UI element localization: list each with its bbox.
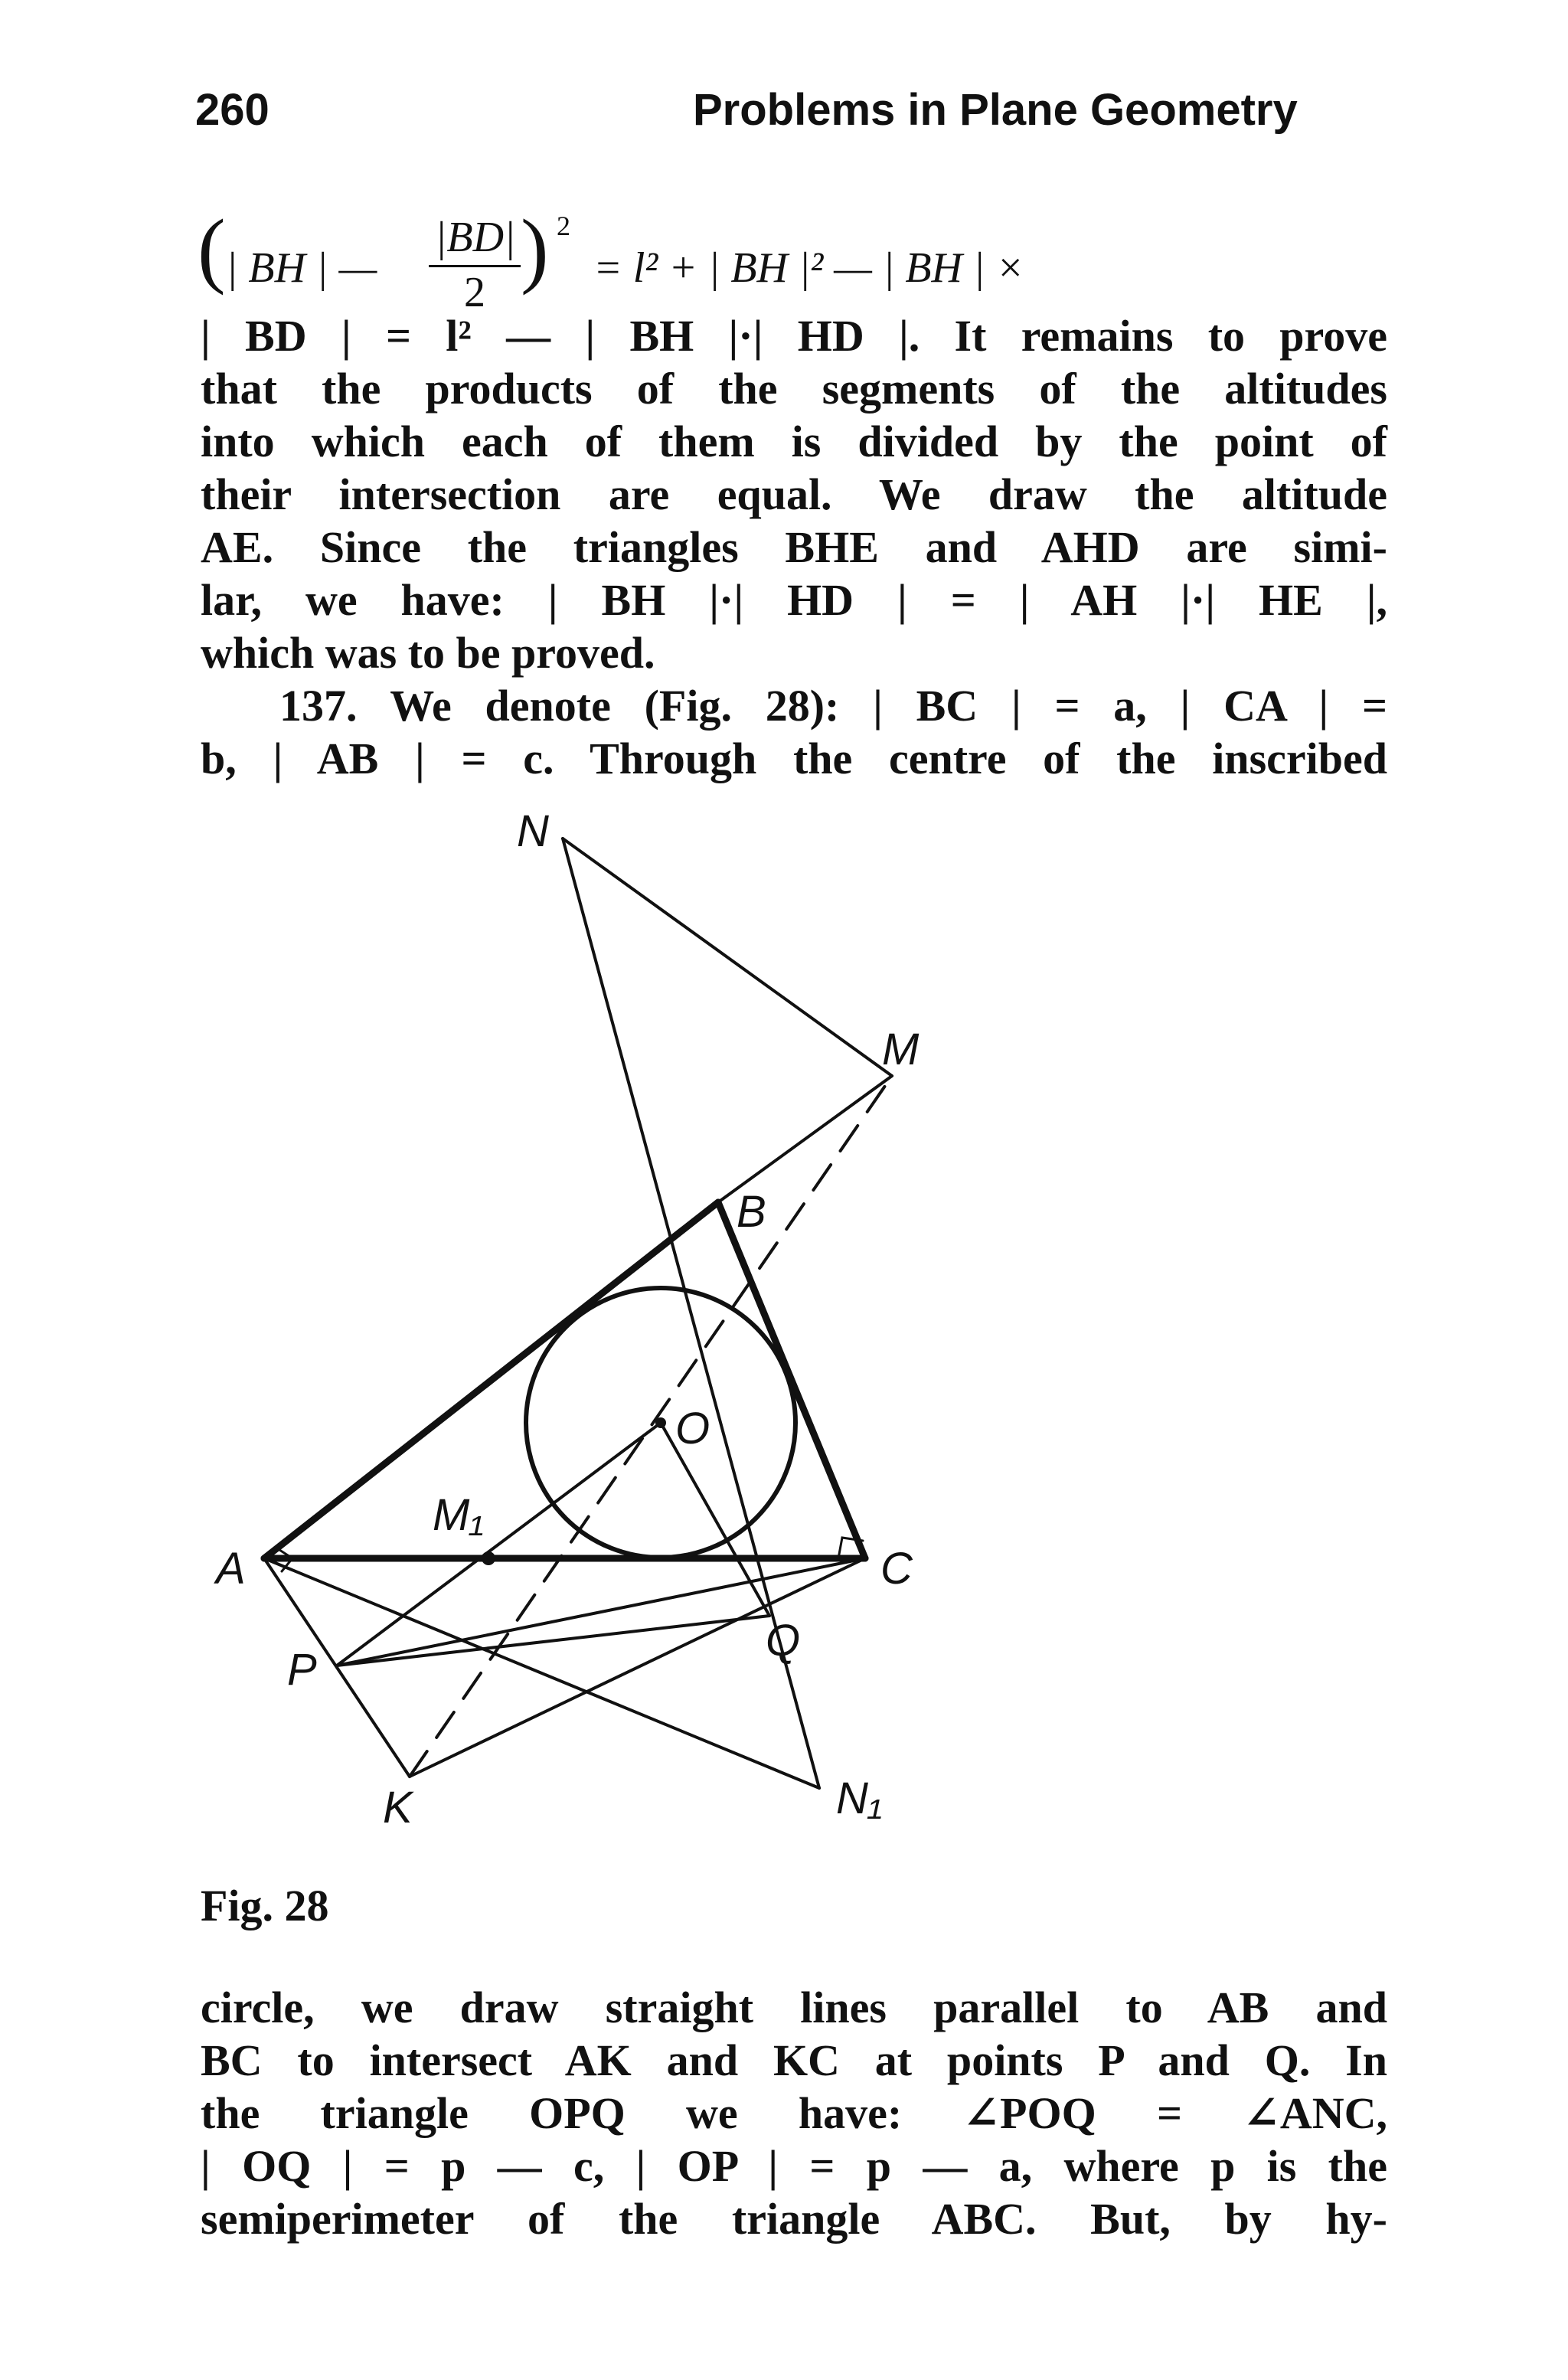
- label-C: C: [880, 1544, 913, 1594]
- point-O: [655, 1417, 666, 1428]
- label-M1: M₁: [433, 1490, 484, 1540]
- label-A: A: [216, 1544, 246, 1594]
- equation-lhs: | BH | —: [226, 244, 377, 292]
- text-line: which was to be proved.: [201, 628, 655, 678]
- text-line: | BD | = l² — | BH |·| HD |. It remains to prove: [201, 311, 1387, 361]
- line-A-K: [264, 1558, 410, 1777]
- side-AB: [264, 1202, 718, 1558]
- text-line: lar, we have: | BH |·| HD | = | AH |·| HE |,: [201, 575, 1387, 625]
- line-N-M: [563, 839, 892, 1076]
- equation-exp: 2: [557, 211, 570, 241]
- text-line: BC to intersect AK and KC at points P and Q. In: [201, 2035, 1387, 2085]
- text-line: that the products of the segments of the altitudes: [201, 364, 1387, 414]
- text-line: their intersection are equal. We draw the altitude: [201, 469, 1387, 519]
- label-Q: Q: [766, 1616, 801, 1666]
- text-line: into which each of them is divided by the point of: [201, 417, 1387, 466]
- line-BA-to-M: [718, 1076, 892, 1202]
- running-title: Problems in Plane Geometry: [693, 85, 1298, 135]
- equation-frac-den: 2: [464, 269, 485, 316]
- dashed-line-K-M: [410, 1076, 892, 1777]
- figure-28: [0, 804, 1568, 1861]
- right-paren: ): [521, 202, 549, 296]
- text-line: the triangle OPQ we have: ∠POQ = ∠ANC,: [201, 2088, 1387, 2138]
- label-N: N: [517, 806, 549, 856]
- line-P-Q: [337, 1616, 769, 1666]
- label-K: K: [383, 1783, 413, 1832]
- label-B: B: [737, 1187, 766, 1237]
- text-line: b, | AB | = c. Through the centre of the inscribed: [201, 734, 1387, 783]
- line-A-N1: [264, 1558, 819, 1788]
- text-line: circle, we draw straight lines parallel to AB and: [201, 1983, 1387, 2032]
- point-M1: [482, 1551, 495, 1565]
- fraction-bar: [429, 265, 521, 267]
- label-N1: N₁: [836, 1774, 883, 1823]
- text-line: 137. We denote (Fig. 28): | BC | = a, | CA | =: [279, 681, 1387, 731]
- text-line: semiperimeter of the triangle ABC. But, by hy-: [201, 2194, 1387, 2244]
- text-line: AE. Since the triangles BHE and AHD are simi-: [201, 522, 1387, 572]
- text-line: | OQ | = p — c, | OP | = p — a, where p is the: [201, 2141, 1387, 2191]
- side-BC: [718, 1202, 865, 1558]
- page-number: 260: [195, 85, 270, 135]
- left-paren: (: [198, 202, 226, 296]
- equation-frac-num: |BD|: [435, 214, 516, 261]
- equation-rhs: = l² + | BH |² — | BH | ×: [593, 244, 1025, 292]
- label-O: O: [675, 1404, 710, 1453]
- figure-caption: Fig. 28: [201, 1881, 329, 1930]
- line-K-C: [410, 1558, 865, 1777]
- label-P: P: [287, 1645, 317, 1695]
- label-M: M: [882, 1025, 920, 1074]
